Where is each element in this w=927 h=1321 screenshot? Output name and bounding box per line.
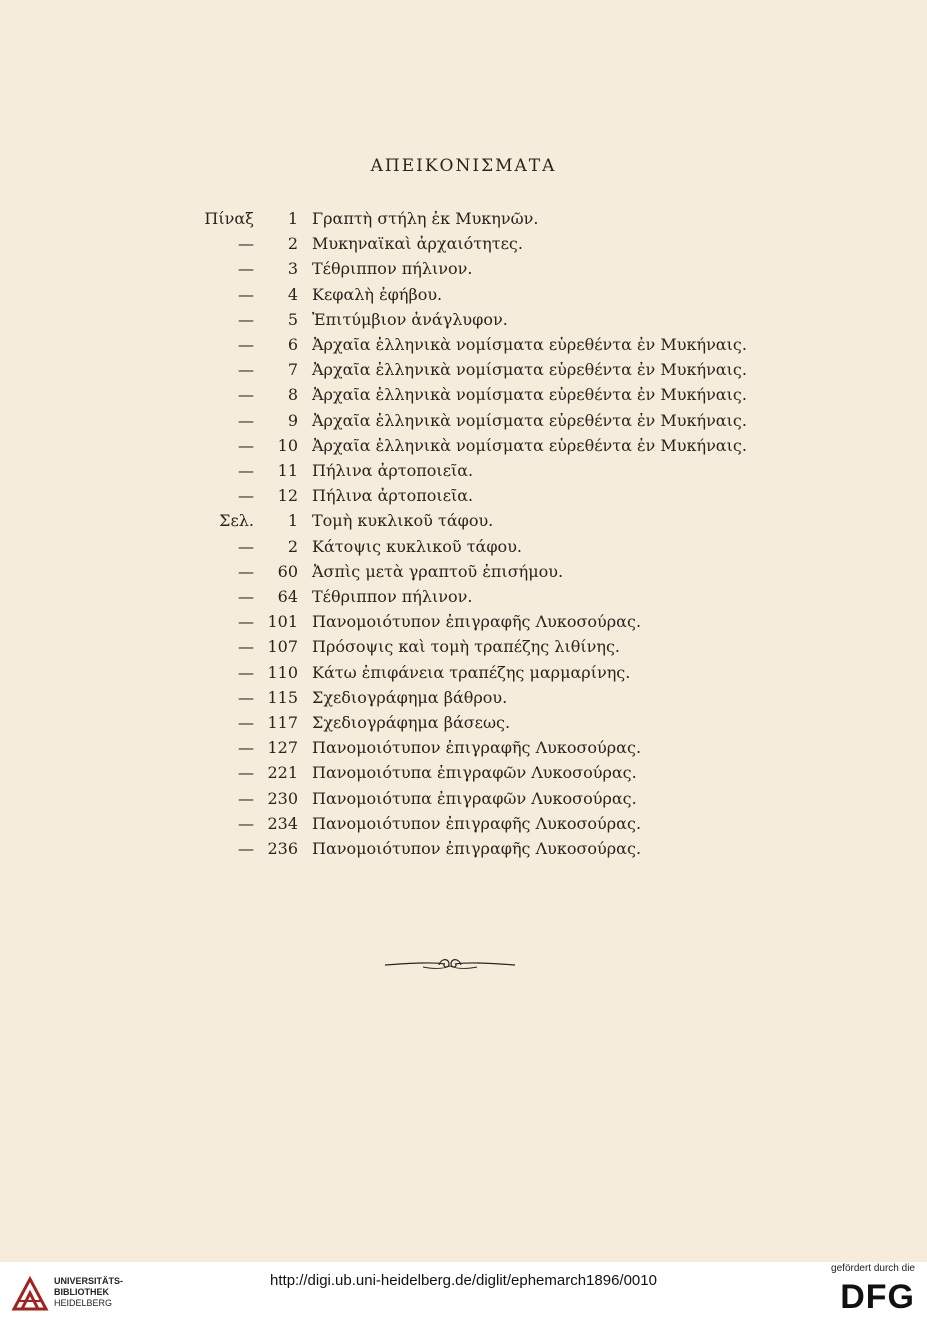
entry-description: Ἀσπὶς μετὰ γραπτοῦ ἐπισήμου.	[312, 561, 564, 581]
entry-number: 1	[287, 209, 298, 228]
list-item	[0, 256, 927, 281]
list-item	[0, 282, 927, 307]
permalink-url[interactable]: http://digi.ub.uni-heidelberg.de/diglit/ephemarch1896/0010	[270, 1272, 657, 1289]
entry-description: Ἀρχαῖα ἑλληνικὰ νομίσματα εὑρεθέντα ἐν Μυκήναις.	[312, 435, 747, 455]
entry-number: 5	[287, 309, 298, 329]
entry-number: 1	[287, 511, 298, 531]
entry-number: 115	[267, 687, 298, 707]
list-item	[0, 584, 927, 609]
entry-label: —	[238, 687, 254, 707]
entry-number: 6	[287, 335, 298, 354]
entry-description: Σχεδιογράφημα βάθρου.	[312, 687, 508, 707]
list-item	[0, 206, 927, 231]
list-item	[0, 685, 927, 710]
list-item	[0, 408, 927, 433]
list-item	[0, 508, 927, 533]
entry-description: Ἀρχαῖα ἑλληνικὰ νομίσματα εὑρεθέντα ἐν Μυκήναις.	[312, 385, 747, 405]
entry-label: —	[238, 839, 254, 858]
list-item	[0, 458, 927, 483]
list-item	[0, 382, 927, 407]
page-title: ΑΠΕΙΚΟΝΙΣΜΑΤΑ	[370, 156, 557, 176]
entry-label: —	[238, 284, 254, 304]
entry-description: Πανομοιότυπα ἐπιγραφῶν Λυκοσούρας.	[312, 763, 637, 783]
entry-number: 9	[287, 410, 298, 430]
entry-label: —	[238, 561, 254, 581]
funding-label: gefördert durch die	[831, 1263, 915, 1274]
entry-label: —	[238, 713, 254, 732]
entry-label: —	[238, 335, 254, 354]
footer-bar	[0, 1262, 927, 1321]
entry-description: Ἀρχαῖα ἑλληνικὰ νομίσματα εὑρεθέντα ἐν Μυκήναις.	[312, 360, 747, 380]
entry-label: —	[238, 788, 254, 808]
entry-label: —	[238, 435, 254, 455]
entry-number: 236	[267, 839, 298, 858]
entry-number: 7	[287, 360, 298, 380]
entry-label: —	[238, 662, 254, 682]
list-item	[0, 357, 927, 382]
entry-description: Ἀρχαῖα ἑλληνικὰ νομίσματα εὑρεθέντα ἐν Μυκήναις.	[312, 410, 747, 430]
entry-label: —	[238, 813, 254, 833]
entry-description: Πρόσοψις καὶ τομὴ τραπέζης λιθίνης.	[312, 637, 620, 657]
entry-label: —	[238, 461, 254, 480]
entry-description: Πανομοιότυπον ἐπιγραφῆς Λυκοσούρας.	[312, 813, 642, 833]
list-item	[0, 534, 927, 559]
list-item	[0, 433, 927, 458]
entry-number: 2	[287, 234, 298, 254]
entry-label: Πίναξ	[204, 209, 254, 228]
entry-description: Πήλινα ἀρτοποιεῖα.	[312, 486, 474, 506]
list-item	[0, 735, 927, 760]
entry-number: 12	[277, 486, 298, 506]
entry-number: 10	[277, 435, 298, 455]
entry-label: —	[238, 309, 254, 329]
entry-description: Ἐπιτύμβιον ἀνάγλυφον.	[312, 309, 508, 329]
entry-label: Σελ.	[219, 511, 254, 531]
entry-label: —	[238, 234, 254, 254]
entry-label: —	[238, 637, 254, 657]
entry-description: Πανομοιότυπον ἐπιγραφῆς Λυκοσούρας.	[312, 738, 642, 758]
entry-number: 127	[267, 738, 298, 758]
entry-number: 117	[267, 713, 298, 732]
entry-label: —	[238, 410, 254, 430]
list-item	[0, 836, 927, 861]
entry-description: Σχεδιογράφημα βάσεως.	[312, 713, 511, 732]
entry-description: Ἀρχαῖα ἑλληνικὰ νομίσματα εὑρεθέντα ἐν Μυκήναις.	[312, 335, 747, 354]
entry-label: —	[238, 612, 254, 632]
entry-label: —	[238, 360, 254, 380]
entry-label: —	[238, 259, 254, 279]
entry-label: —	[238, 385, 254, 405]
entry-description: Τομὴ κυκλικοῦ τάφου.	[312, 511, 494, 531]
ornament-icon	[383, 953, 517, 975]
entry-number: 234	[267, 813, 298, 833]
dfg-logo: DFG	[840, 1278, 915, 1316]
list-item	[0, 559, 927, 584]
entry-number: 110	[267, 662, 298, 682]
entry-description: Μυκηναϊκαὶ ἀρχαιότητες.	[312, 234, 523, 254]
list-item	[0, 609, 927, 634]
entry-label: —	[238, 486, 254, 506]
entry-number: 4	[287, 284, 298, 304]
list-item	[0, 660, 927, 685]
list-item	[0, 483, 927, 508]
entry-label: —	[238, 587, 254, 606]
entry-label: —	[238, 536, 254, 556]
list-item	[0, 760, 927, 785]
entry-description: Πανομοιότυπον ἐπιγραφῆς Λυκοσούρας.	[312, 612, 642, 632]
list-item	[0, 634, 927, 659]
entry-description: Κεφαλὴ ἐφήβου.	[312, 284, 443, 304]
entry-description: Πανομοιότυπον ἐπιγραφῆς Λυκοσούρας.	[312, 839, 642, 858]
entry-label: —	[238, 763, 254, 783]
entry-number: 60	[277, 561, 298, 581]
entry-description: Πανομοιότυπα ἐπιγραφῶν Λυκοσούρας.	[312, 788, 637, 808]
entry-description: Τέθριππον πήλινον.	[312, 587, 473, 606]
list-item	[0, 811, 927, 836]
list-item	[0, 786, 927, 811]
entry-number: 230	[267, 788, 298, 808]
entry-number: 107	[267, 637, 298, 657]
list-item	[0, 710, 927, 735]
entry-number: 3	[287, 259, 298, 279]
entry-description: Τέθριππον πήλινον.	[312, 259, 473, 279]
library-name: UNIVERSITÄTS- BIBLIOTHEK HEIDELBERG	[54, 1276, 124, 1308]
entry-description: Γραπτὴ στήλη ἐκ Μυκηνῶν.	[312, 209, 539, 228]
list-item	[0, 307, 927, 332]
list-item	[0, 231, 927, 256]
entry-label: —	[238, 738, 254, 758]
entry-number: 64	[277, 587, 298, 606]
entry-description: Κάτοψις κυκλικοῦ τάφου.	[312, 536, 522, 556]
entry-description: Κάτω ἐπιφάνεια τραπέζης μαρμαρίνης.	[312, 662, 631, 682]
list-item	[0, 332, 927, 357]
entry-number: 101	[267, 612, 298, 632]
entry-number: 2	[287, 536, 298, 556]
entry-number: 11	[277, 461, 298, 480]
entry-number: 221	[267, 763, 298, 783]
entry-description: Πήλινα ἀρτοποιεῖα.	[312, 461, 474, 480]
entry-number: 8	[287, 385, 298, 405]
